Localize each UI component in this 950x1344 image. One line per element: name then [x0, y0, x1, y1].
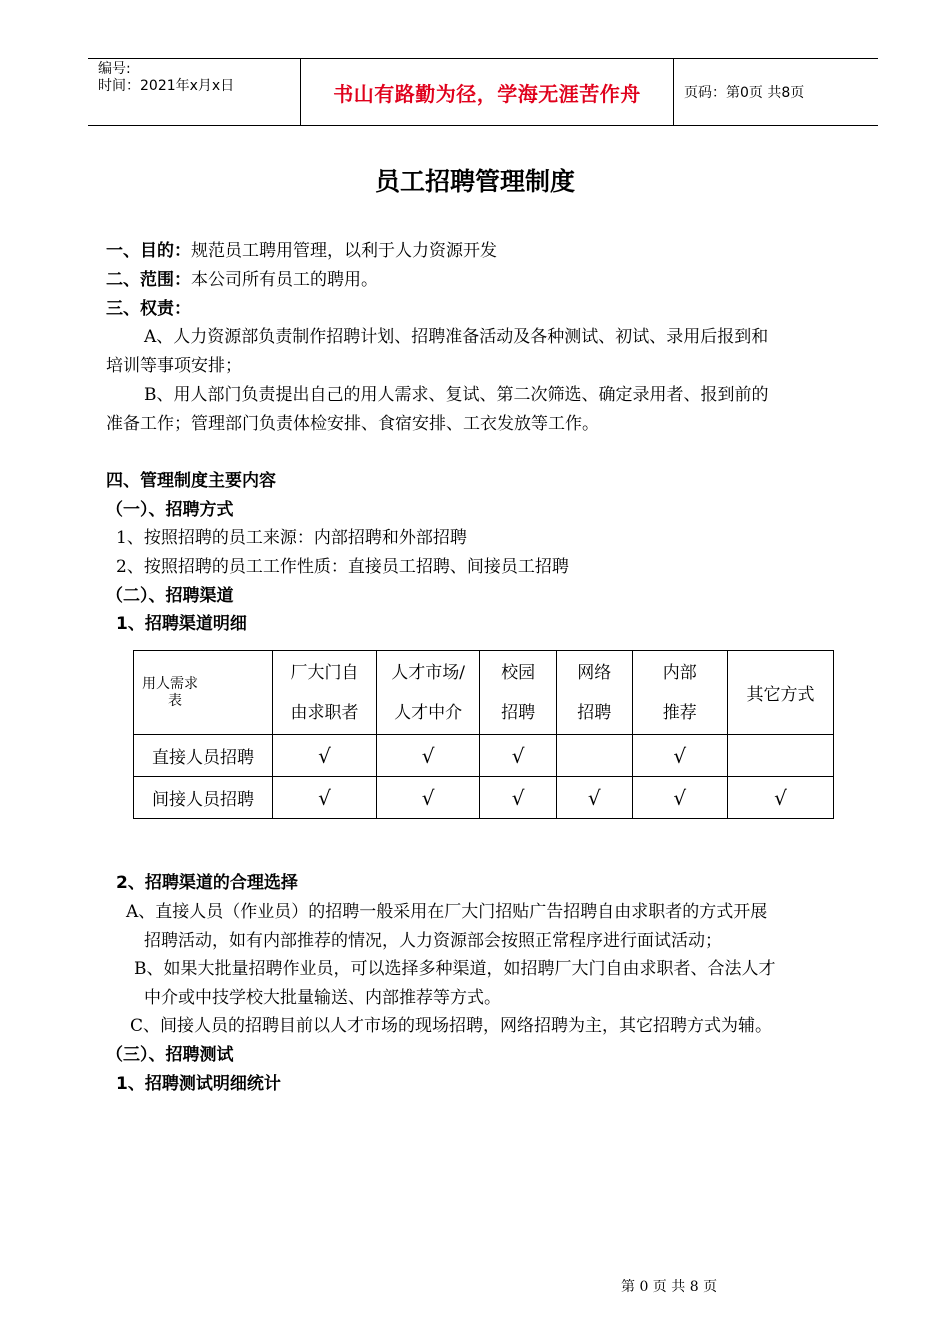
doc-time-label: 时间：2021年x月x日: [98, 78, 235, 94]
header-page-info: 页码：第0页 共8页: [684, 85, 805, 101]
choice-c: C、间接人员的招聘目前以人才市场的现场招聘，网络招聘为主，其它招聘方式为辅。: [130, 1016, 773, 1036]
check-cell: √: [632, 777, 727, 819]
check-cell: √: [377, 777, 480, 819]
sub1-item1: 1、按照招聘的员工来源：内部招聘和外部招聘: [116, 528, 467, 548]
sub2-item2: 2、招聘渠道的合理选择: [116, 873, 298, 893]
column-header-line1: 内部: [662, 662, 697, 683]
sub3-item1: 1、招聘测试明细统计: [116, 1074, 281, 1094]
check-cell: [556, 735, 632, 777]
table-row: [134, 777, 834, 819]
row-label: 直接人员招聘: [134, 735, 273, 777]
column-header: [480, 651, 557, 735]
channel-table: [133, 650, 834, 819]
column-header: [272, 651, 376, 735]
duty-label: 三、权责：: [106, 299, 191, 319]
check-cell: √: [377, 735, 480, 777]
purpose-label: 一、目的：: [106, 241, 191, 261]
column-header-line2: 人才中介: [394, 702, 463, 723]
purpose-line: [106, 240, 497, 262]
scope-line: [106, 269, 378, 291]
column-header-line1: 人才市场/: [391, 662, 466, 683]
duty-b-line2: 准备工作；管理部门负责体检安排、食宿安排、工衣发放等工作。: [106, 414, 599, 434]
column-header-line1: 其它方式: [746, 685, 815, 705]
column-header-line2: 由求职者: [290, 702, 359, 723]
corner-line2: 表: [168, 692, 182, 709]
column-header: [727, 651, 833, 735]
check-cell: √: [480, 735, 557, 777]
doc-number-label: 编号:: [98, 61, 131, 77]
sub1-item2: 2、按照招聘的员工工作性质：直接员工招聘、间接员工招聘: [116, 557, 569, 577]
content-heading: 四、管理制度主要内容: [106, 471, 276, 491]
page-header: [88, 58, 878, 126]
choice-b-line2: 中介或中技学校大批量输送、内部推荐等方式。: [144, 988, 501, 1008]
choice-a-line1: A、直接人员（作业员）的招聘一般采用在厂大门招贴广告招聘自由求职者的方式开展: [126, 902, 768, 922]
sub2-heading: （二）、招聘渠道: [106, 586, 234, 606]
check-cell: √: [272, 777, 376, 819]
check-cell: √: [556, 777, 632, 819]
sub2-item1: 1、招聘渠道明细: [116, 614, 247, 634]
column-header-line2: 招聘: [501, 702, 536, 723]
duty-a-line1: A、人力资源部负责制作招聘计划、招聘准备活动及各种测试、初试、录用后报到和: [144, 327, 769, 347]
column-header-line1: 网络: [577, 662, 612, 683]
check-cell: √: [727, 777, 833, 819]
choice-b-line1: B、如果大批量招聘作业员，可以选择多种渠道，如招聘厂大门自由求职者、合法人才: [134, 959, 776, 979]
check-cell: √: [272, 735, 376, 777]
column-header-line1: 厂大门自: [290, 662, 359, 683]
header-meta: [88, 59, 300, 125]
corner-line1: 用人需求: [142, 675, 198, 692]
table-row: [134, 735, 834, 777]
column-header: [556, 651, 632, 735]
sub3-heading: （三）、招聘测试: [106, 1045, 234, 1065]
header-motto: 书山有路勤为径，学海无涯苦作舟: [333, 81, 641, 106]
channel-table-header-row: [134, 651, 834, 735]
header-motto-cell: [300, 59, 674, 125]
choice-a-line2: 招聘活动，如有内部推荐的情况，人力资源部会按照正常程序进行面试活动；: [144, 931, 722, 951]
check-cell: √: [480, 777, 557, 819]
scope-label: 二、范围：: [106, 270, 191, 290]
column-header-line1: 校园: [501, 662, 536, 683]
row-label: 间接人员招聘: [134, 777, 273, 819]
duty-a-line2: 培训等事项安排；: [106, 356, 242, 376]
column-header-line2: 招聘: [577, 702, 612, 723]
sub1-heading: （一）、招聘方式: [106, 500, 234, 520]
purpose-text: 规范员工聘用管理，以利于人力资源开发: [191, 241, 497, 261]
check-cell: [727, 735, 833, 777]
check-cell: √: [632, 735, 727, 777]
page-footer: 第 0 页 共 8 页: [621, 1279, 718, 1295]
duty-b-line1: B、用人部门负责提出自己的用人需求、复试、第二次筛选、确定录用者、报到前的: [144, 385, 769, 405]
channel-table-corner: [134, 651, 273, 735]
document-title: 员工招聘管理制度: [374, 167, 575, 196]
column-header-line2: 推荐: [662, 702, 697, 723]
column-header: [377, 651, 480, 735]
scope-text: 本公司所有员工的聘用。: [191, 270, 378, 290]
column-header: [632, 651, 727, 735]
